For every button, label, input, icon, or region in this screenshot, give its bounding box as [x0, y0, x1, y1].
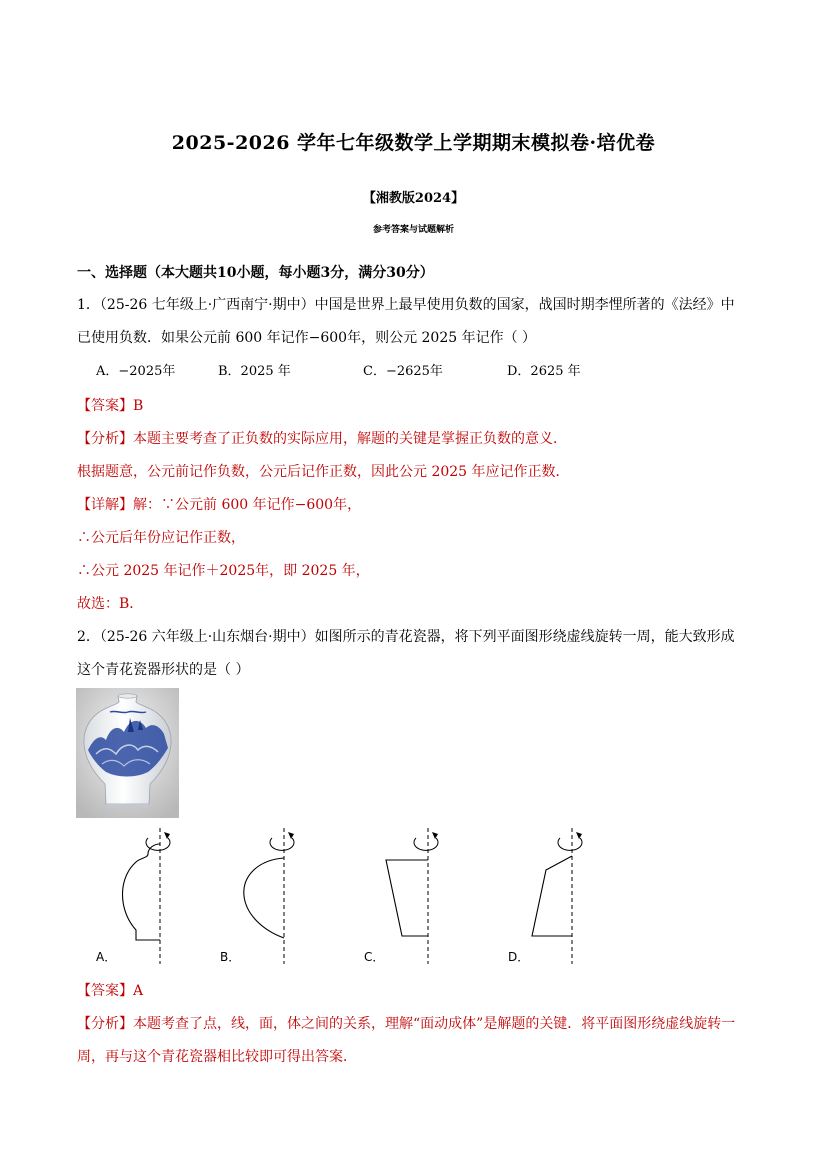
- vase-photo: [76, 688, 179, 818]
- edition-label: 【湘教版2024】: [362, 191, 465, 206]
- figure-label-b: B．: [220, 950, 241, 964]
- q2-analysis-line2: 周，再与这个青花瓷器相比较即可得出答案．: [77, 1049, 357, 1065]
- q1-option-a: A．−2025年: [96, 364, 176, 379]
- figure-label-a: A．: [96, 950, 117, 964]
- q1-analysis-line2: 根据题意，公元前记作负数，公元后记作正数，因此公元 2025 年应记作正数．: [77, 464, 570, 480]
- figure-label-d: D．: [508, 950, 530, 964]
- document-title: 2025-2026 学年七年级数学上学期期末模拟卷·培优卷: [171, 132, 656, 154]
- q1-detail-line2: ∴公元后年份应记作正数，: [77, 530, 245, 546]
- figure-option-d: [502, 826, 622, 966]
- q1-detail-line4: 故选：B．: [77, 596, 144, 612]
- q1-option-d: D．2625 年: [507, 364, 581, 379]
- figure-label-c: C．: [364, 950, 385, 964]
- q1-analysis-line1: 【分析】本题主要考查了正负数的实际应用，解题的关键是掌握正负数的意义．: [77, 431, 567, 447]
- q2-analysis-line1: 【分析】本题考查了点，线，面，体之间的关系，理解“面动成体”是解题的关键．将平面图形绕虚线旋转一: [77, 1016, 736, 1032]
- q2-stem-line1: 2．（25-26 六年级上·山东烟台·期中）如图所示的青花瓷器，将下列平面图形绕虚线旋转一周，能大致形成: [77, 629, 735, 645]
- q1-option-b: B．2025 年: [218, 364, 291, 379]
- q1-detail-line1: 【详解】解：∵公元前 600 年记作−600年，: [77, 497, 362, 513]
- section-heading: 一、选择题（本大题共10小题，每小题3分，满分30分）: [77, 265, 434, 281]
- figure-option-b: [214, 826, 334, 966]
- q1-option-c: C．−2625年: [363, 364, 443, 379]
- figure-option-a: [90, 826, 210, 966]
- figure-option-c: [358, 826, 478, 966]
- q2-answer: 【答案】A: [77, 983, 144, 999]
- q1-detail-line3: ∴公元 2025 年记作＋2025年，即 2025 年，: [77, 563, 370, 579]
- q1-stem-line1: 1．（25-26 七年级上·广西南宁·期中）中国是世界上最早使用负数的国家，战国时期李悝所著的《法经》中: [77, 297, 735, 313]
- subtitle: 参考答案与试题解析: [372, 225, 454, 235]
- q1-stem-line2: 已使用负数．如果公元前 600 年记作−600年，则公元 2025 年记作（ ）: [77, 330, 537, 346]
- q2-stem-line2: 这个青花瓷器形状的是（ ）: [77, 662, 250, 678]
- q1-answer: 【答案】B: [77, 398, 144, 414]
